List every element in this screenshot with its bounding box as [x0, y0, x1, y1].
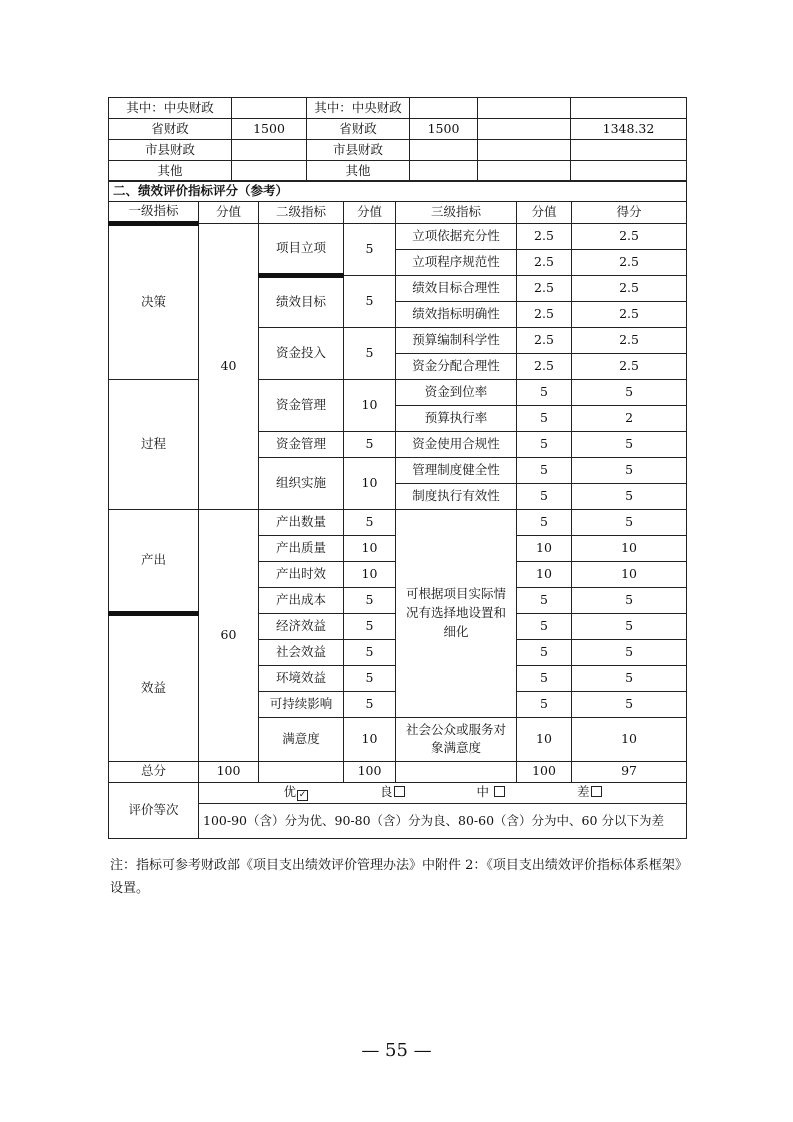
- table-header-row: [109, 202, 687, 224]
- level3-got: 5: [572, 379, 687, 405]
- cell: [478, 98, 571, 119]
- column-header: 分值: [517, 202, 572, 224]
- footnote: 注：指标可参考财政部《项目支出绩效评价管理办法》中附件 2：《项目支出绩效评价指标体系框架》设置。: [110, 858, 688, 896]
- level2-score: 5: [344, 691, 396, 717]
- level3-got: 2.5: [572, 301, 687, 327]
- cell: 市县财政: [307, 140, 410, 161]
- level2-name: 产出质量: [259, 535, 344, 561]
- level3-name: 绩效指标明确性: [396, 301, 517, 327]
- level2-score: 10: [344, 535, 396, 561]
- level3-name: 绩效目标合理性: [396, 275, 517, 301]
- level2-name: 产出数量: [259, 509, 344, 535]
- level2-score: 10: [344, 457, 396, 509]
- grade-label: 评价等次: [109, 782, 199, 838]
- grade-option-label: 优: [283, 784, 297, 800]
- merged-note: 可根据项目实际情况有选择地设置和细化: [396, 509, 517, 717]
- level3-score: 10: [517, 717, 572, 761]
- level3-got: 2.5: [572, 223, 687, 249]
- funding-table: [108, 97, 687, 182]
- level3-score: 10: [517, 535, 572, 561]
- cell: [396, 761, 517, 782]
- level3-score: 10: [517, 561, 572, 587]
- cell: [410, 161, 478, 182]
- level3-score: 5: [517, 665, 572, 691]
- level3-score: 5: [517, 639, 572, 665]
- table-row: [109, 98, 687, 119]
- level3-name: 资金使用合规性: [396, 431, 517, 457]
- level3-got: 5: [572, 431, 687, 457]
- section-title: 二、绩效评价指标评分（参考）: [109, 181, 687, 202]
- cell: [478, 161, 571, 182]
- total-l3: 100: [517, 761, 572, 782]
- total-label: 总分: [109, 761, 199, 782]
- cell: 1348.32: [571, 119, 687, 140]
- level3-name: 制度执行有效性: [396, 483, 517, 509]
- checkbox: [591, 786, 602, 797]
- level2-name: 资金投入: [259, 327, 344, 379]
- total-got: 97: [572, 761, 687, 782]
- checkbox: [394, 786, 405, 797]
- cell: 省财政: [307, 119, 410, 140]
- level3-got: 5: [572, 639, 687, 665]
- level3-name: 立项依据充分性: [396, 223, 517, 249]
- level2-name: 资金管理: [259, 379, 344, 431]
- column-header: 分值: [199, 202, 259, 224]
- level2-name: 满意度: [259, 717, 344, 761]
- level3-name: 立项程序规范性: [396, 249, 517, 275]
- level3-score: 5: [517, 691, 572, 717]
- total-row: [109, 761, 687, 782]
- level3-score: 5: [517, 613, 572, 639]
- page-number: — 55 —: [361, 1040, 432, 1061]
- grade-option-label: 良: [380, 784, 393, 800]
- level1-process: 过程: [109, 379, 199, 509]
- cell: [232, 140, 307, 161]
- level3-name: 预算编制科学性: [396, 327, 517, 353]
- level3-got: 5: [572, 665, 687, 691]
- column-header: 三级指标: [396, 202, 517, 224]
- level3-got: 2.5: [572, 275, 687, 301]
- level3-name: 预算执行率: [396, 405, 517, 431]
- cell: 其他: [307, 161, 410, 182]
- level3-got: 5: [572, 691, 687, 717]
- cell: 1500: [232, 119, 307, 140]
- level2-score: 5: [344, 613, 396, 639]
- level3-name: 社会公众或服务对象满意度: [396, 717, 517, 761]
- level2-name: 可持续影响: [259, 691, 344, 717]
- cell: 其他: [109, 161, 232, 182]
- grade-option-medium: [477, 784, 506, 799]
- level2-score: 5: [344, 639, 396, 665]
- level3-score: 5: [517, 587, 572, 613]
- level2-score: 5: [344, 431, 396, 457]
- cell: [478, 140, 571, 161]
- cell: 市县财政: [109, 140, 232, 161]
- grade-option-label: 中: [476, 784, 490, 800]
- level2-name: 环境效益: [259, 665, 344, 691]
- cell: [232, 98, 307, 119]
- level3-got: 10: [572, 535, 687, 561]
- cell: 其中：中央财政: [109, 98, 232, 119]
- column-header: 得分: [572, 202, 687, 224]
- level3-score: 5: [517, 405, 572, 431]
- level3-score: 5: [517, 431, 572, 457]
- level3-score: 5: [517, 457, 572, 483]
- level3-got: 2.5: [572, 249, 687, 275]
- level1-output: 产出: [109, 509, 199, 613]
- grade-options: [199, 782, 687, 803]
- level2-score: 5: [344, 223, 396, 275]
- grade-option-excellent: [284, 784, 309, 799]
- level1-score-40: 40: [199, 223, 259, 509]
- grade-option-poor: [577, 784, 602, 799]
- level2-name: 绩效目标: [259, 275, 344, 327]
- level2-name: 产出时效: [259, 561, 344, 587]
- cell: [571, 98, 687, 119]
- level2-name: 组织实施: [259, 457, 344, 509]
- level3-score: 5: [517, 379, 572, 405]
- checkbox-checked: ✓: [298, 790, 307, 801]
- level3-name: 资金分配合理性: [396, 353, 517, 379]
- total-l2: 100: [344, 761, 396, 782]
- level3-name: 资金到位率: [396, 379, 517, 405]
- level3-got: 10: [572, 561, 687, 587]
- level3-score: 2.5: [517, 249, 572, 275]
- level2-score: 5: [344, 275, 396, 327]
- level2-score: 10: [344, 561, 396, 587]
- grade-option-good: [380, 784, 405, 799]
- cell: [410, 140, 478, 161]
- column-header: 分值: [344, 202, 396, 224]
- level3-name: 管理制度健全性: [396, 457, 517, 483]
- level2-score: 5: [344, 587, 396, 613]
- level3-score: 2.5: [517, 275, 572, 301]
- level2-name: 产出成本: [259, 587, 344, 613]
- level2-name: 经济效益: [259, 613, 344, 639]
- cell: [259, 761, 344, 782]
- level2-score: 5: [344, 509, 396, 535]
- table-row: [109, 119, 687, 140]
- column-header: 二级指标: [259, 202, 344, 224]
- level1-benefit: 效益: [109, 613, 199, 761]
- total-l1: 100: [199, 761, 259, 782]
- level2-score: 10: [344, 717, 396, 761]
- cell: 省财政: [109, 119, 232, 140]
- level3-score: 2.5: [517, 301, 572, 327]
- grade-rule: 100-90（含）分为优、90-80（含）分为良、80-60（含）分为中、60 分以下为差: [199, 803, 687, 838]
- cell: 其中：中央财政: [307, 98, 410, 119]
- indicator-table: [108, 180, 687, 839]
- cell: [571, 161, 687, 182]
- level1-score-60: 60: [199, 509, 259, 761]
- level3-got: 5: [572, 483, 687, 509]
- table-row: [109, 161, 687, 182]
- level3-score: 2.5: [517, 353, 572, 379]
- level3-got: 10: [572, 717, 687, 761]
- level3-got: 5: [572, 587, 687, 613]
- cell: [232, 161, 307, 182]
- cell: [410, 98, 478, 119]
- level2-name: 社会效益: [259, 639, 344, 665]
- cell: [478, 119, 571, 140]
- level3-got: 5: [572, 509, 687, 535]
- level2-name: 资金管理: [259, 431, 344, 457]
- level2-score: 10: [344, 379, 396, 431]
- level3-score: 5: [517, 509, 572, 535]
- checkbox: [494, 786, 505, 797]
- level2-score: 5: [344, 327, 396, 379]
- level1-decision: 决策: [109, 223, 199, 379]
- level3-got: 2.5: [572, 327, 687, 353]
- level2-name: 项目立项: [259, 223, 344, 275]
- level3-score: 2.5: [517, 327, 572, 353]
- level2-score: 5: [344, 665, 396, 691]
- cell: 1500: [410, 119, 478, 140]
- level3-score: 2.5: [517, 223, 572, 249]
- level3-got: 2: [572, 405, 687, 431]
- level3-score: 5: [517, 483, 572, 509]
- level3-got: 5: [572, 457, 687, 483]
- column-header: 一级指标: [109, 202, 199, 224]
- level3-got: 5: [572, 613, 687, 639]
- grade-option-label: 差: [577, 784, 590, 800]
- table-row: [109, 140, 687, 161]
- cell: [571, 140, 687, 161]
- level3-got: 2.5: [572, 353, 687, 379]
